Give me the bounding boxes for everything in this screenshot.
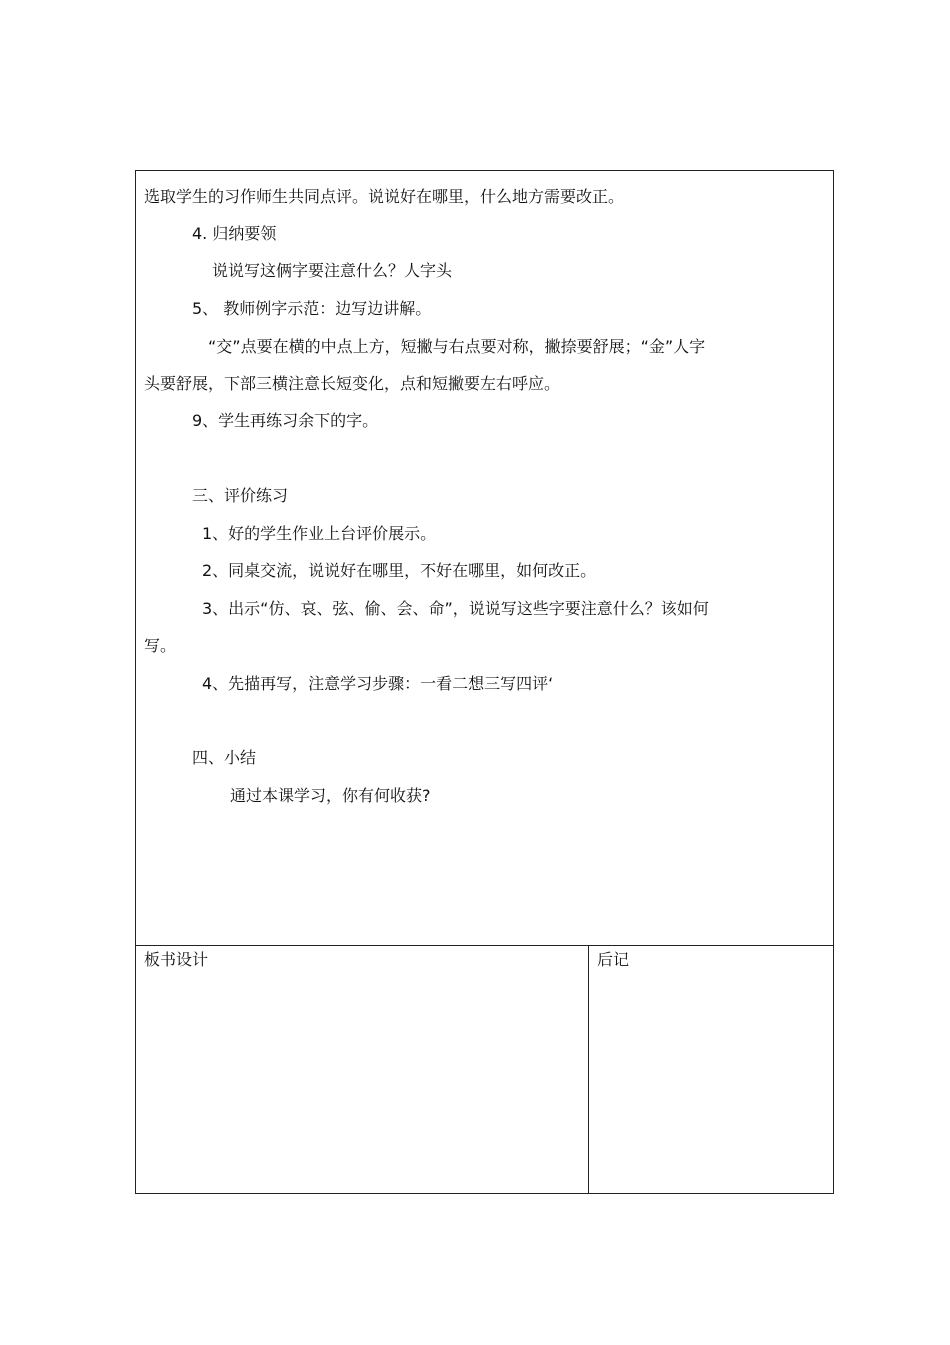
- board-design-cell: [136, 946, 589, 1193]
- text-line: “交”点要在横的中点上方，短撇与右点要对称，撇捺要舒展；“金”人字: [208, 337, 706, 356]
- section-heading: 三、评价练习: [192, 486, 289, 505]
- section-heading: 四、小结: [192, 748, 257, 767]
- lesson-plan-table: [135, 170, 834, 1194]
- text-line: 5、 教师例字示范：边写边讲解。: [192, 299, 432, 318]
- text-line: 通过本课学习，你有何收获?: [230, 786, 431, 805]
- text-line: 说说写这俩字要注意什么？人字头: [212, 261, 453, 280]
- text-line: 2、同桌交流，说说好在哪里，不好在哪里，如何改正。: [202, 561, 597, 580]
- text-line: 4、先描再写，注意学习步骤：一看二想三写四评‘: [202, 674, 554, 693]
- board-design-label: 板书设计: [144, 950, 209, 969]
- text-line: 写。: [144, 636, 177, 655]
- text-line: 头要舒展，下部三横注意长短变化，点和短撇要左右呼应。: [144, 374, 561, 393]
- text-line: 9、学生再练习余下的字。: [192, 411, 379, 430]
- text-line: 1、好的学生作业上台评价展示。: [202, 524, 437, 543]
- text-line: 选取学生的习作师生共同点评。说说好在哪里，什么地方需要改正。: [144, 187, 625, 206]
- text-line: 4. 归纳要领: [192, 224, 277, 243]
- text-line: 3、出示“仿、哀、弦、偷、会、命”，说说写这些字要注意什么？该如何: [202, 599, 709, 618]
- lesson-content-cell: [136, 171, 833, 946]
- postscript-cell: [589, 946, 833, 1193]
- postscript-label: 后记: [597, 950, 630, 969]
